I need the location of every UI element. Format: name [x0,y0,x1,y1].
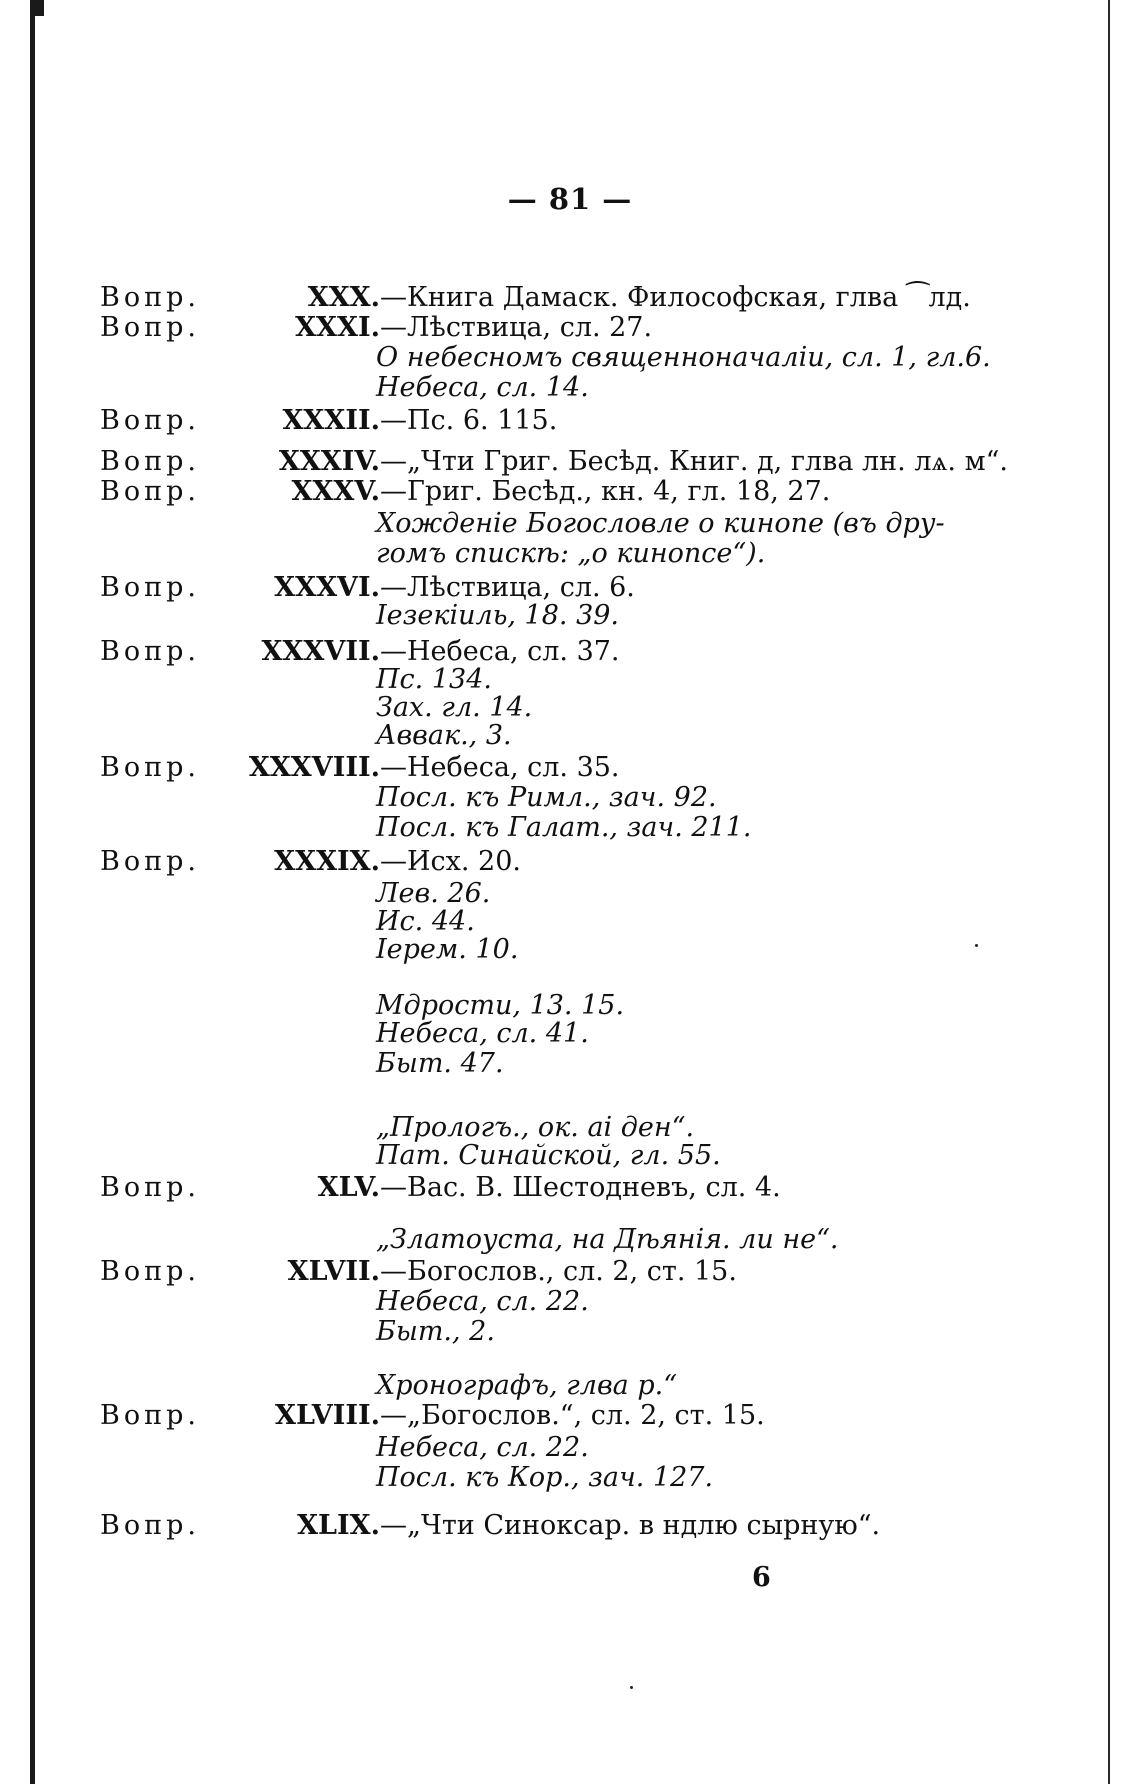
scan-edge-right [1108,0,1110,1784]
entry-continuation: Быт., 2. [376,1316,495,1347]
entry-continuation: Быт. 47. [376,1048,504,1079]
entry-continuation: Пс. 134. [376,664,492,695]
entry-continuation: Хожденіе Богословле о кинопе (въ дру- [376,508,945,539]
entry-reference: —Книга Дамаск. Философская, глва ⁀лд. [380,282,971,313]
entry-continuation: Посл. къ Кор., зач. 127. [376,1462,714,1493]
entry-continuation: Хронографъ, глва р.“ [376,1370,678,1401]
entry-numeral: XLV. [317,1172,380,1203]
entry-reference: —Богослов., сл. 2, ст. 15. [380,1256,737,1287]
entry-continuation: Мдрости, 13. 15. [376,990,625,1021]
entry-label: Вопр. [100,1400,200,1431]
entry-reference: —„Чти Синоксар. в ндлю сырную“. [380,1510,881,1541]
entry-label: Вопр. [100,476,200,507]
entry-reference: —Исх. 20. [380,846,521,877]
entry-numeral: XLVII. [287,1256,380,1287]
scan-edge-left [30,0,35,1784]
entry-continuation: Небеса, сл. 22. [376,1286,589,1317]
entry-reference: —„Богослов.“, сл. 2, ст. 15. [380,1400,765,1431]
scan-speck [975,944,978,947]
entry-numeral: XXXIV. [278,446,380,477]
entry-numeral: XXXI. [295,312,380,343]
entry-reference: —Вас. В. Шестодневъ, сл. 4. [380,1172,781,1203]
entry-numeral: XXX. [307,282,380,313]
entry-reference: —Небеса, сл. 37. [380,636,620,667]
entry-reference: —Пс. 6. 115. [380,405,558,436]
entry-numeral: XXXVII. [261,636,380,667]
entry-numeral: XXXV. [291,476,380,507]
entry-reference: —Лѣствица, сл. 6. [380,572,635,603]
entry-numeral: XLIX. [297,1510,380,1541]
entry-label: Вопр. [100,846,200,877]
entry-reference: —Григ. Бесѣд., кн. 4, гл. 18, 27. [380,476,831,507]
entry-continuation: Посл. къ Галат., зач. 211. [376,812,752,843]
entry-label: Вопр. [100,446,200,477]
entry-label: Вопр. [100,572,200,603]
entry-continuation: О небесномъ священноначаліи, сл. 1, гл.6. [376,342,991,373]
entry-label: Вопр. [100,1172,200,1203]
entry-label: Вопр. [100,636,200,667]
entry-continuation: Лев. 26. [376,878,491,909]
entry-continuation: „Прологъ., ок. аі ден“. [376,1112,695,1143]
entry-numeral: XXXVIII. [248,752,380,783]
entry-continuation: Зах. гл. 14. [376,692,533,723]
entry-label: Вопр. [100,1510,200,1541]
entry-continuation: Ис. 44. [376,906,475,937]
entry-continuation: „Златоуста, на Дѣянія. ли не“. [376,1224,839,1255]
entry-label: Вопр. [100,312,200,343]
entry-continuation: Пат. Синайской, гл. 55. [376,1140,721,1171]
entry-continuation: Небеса, сл. 14. [376,372,589,403]
scan-edge-top [30,0,44,16]
entry-numeral: XLVIII. [275,1400,380,1431]
entry-label: Вопр. [100,752,200,783]
entry-reference: —Лѣствица, сл. 27. [380,312,653,343]
entry-label: Вопр. [100,405,200,436]
entry-continuation: Іезекіиль, 18. 39. [376,600,620,631]
entry-numeral: XXXII. [282,405,380,436]
entry-continuation: Небеса, сл. 41. [376,1018,589,1049]
entry-numeral: XXXVI. [274,572,380,603]
entry-continuation: гомъ спискѣ: „о кинопсе“). [376,538,766,569]
entry-reference: —Небеса, сл. 35. [380,752,620,783]
entry-reference: —„Чти Григ. Бесѣд. Книг. д, глва лн. лѧ. м“. [380,446,1008,477]
page-number: — 81 — [507,182,633,216]
entry-continuation: Небеса, сл. 22. [376,1432,589,1463]
entry-numeral: XXXIX. [274,846,380,877]
entry-label: Вопр. [100,1256,200,1287]
entry-label: Вопр. [100,282,200,313]
entry-continuation: Посл. къ Римл., зач. 92. [376,782,717,813]
entry-continuation: Аввак., 3. [376,720,512,751]
scan-speck [630,1686,633,1689]
entry-continuation: Іерем. 10. [376,934,519,965]
sheet-signature: 6 [752,1562,771,1593]
